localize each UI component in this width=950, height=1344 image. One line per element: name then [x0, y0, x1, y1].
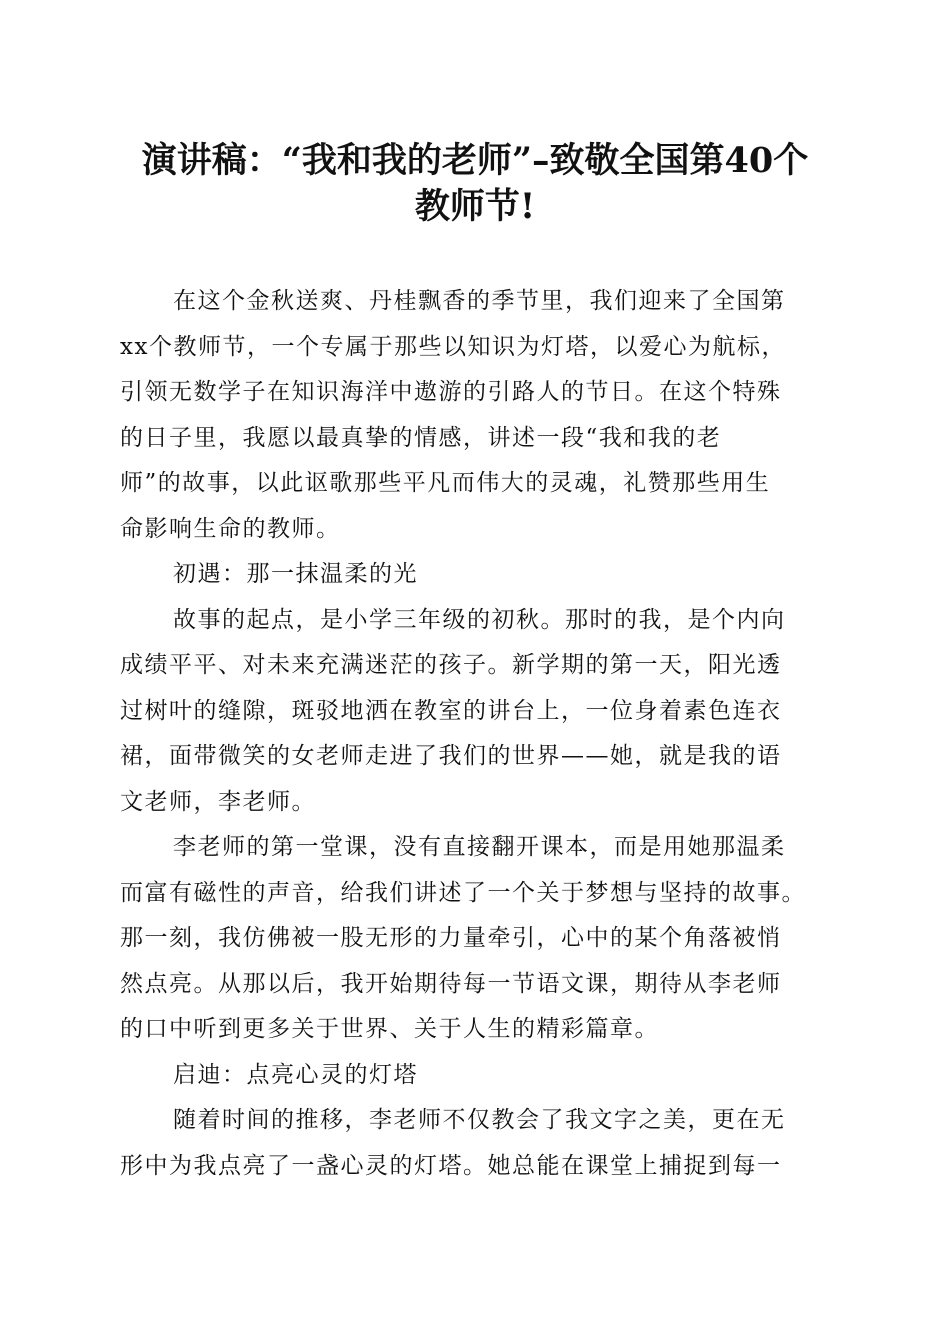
text-line: 随着时间的推移，李老师不仅教会了我文字之美，更在无: [173, 1107, 786, 1133]
text-line: 引领无数学子在知识海洋中遨游的引路人的节日。在这个特殊: [120, 379, 782, 405]
document-title: [100, 138, 850, 230]
text-line: 命影响生命的教师。: [120, 515, 341, 542]
text-line: 而富有磁性的声音，给我们讲述了一个关于梦想与坚持的故事。: [120, 879, 806, 906]
document-body: [120, 279, 840, 1189]
text-line: 成绩平平、对未来充满迷茫的孩子。新学期的第一天，阳光透: [120, 652, 782, 678]
text-line: 然点亮。从那以后，我开始期待每一节语文课，期待从李老师: [120, 970, 782, 997]
text-line: 那一刻，我仿佛被一股无形的力量牵引，心中的某个角落被悄: [120, 925, 782, 951]
text-line: 的口中听到更多关于世界、关于人生的精彩篇章。: [120, 1016, 659, 1042]
text-line: 形中为我点亮了一盏心灵的灯塔。她总能在课堂上捕捉到每一: [120, 1152, 782, 1179]
text-line: 故事的起点，是小学三年级的初秋。那时的我，是个内向: [173, 606, 786, 633]
text-line: 李老师的第一堂课，没有直接翻开课本，而是用她那温柔: [173, 834, 786, 860]
text-line: 过树叶的缝隙，斑驳地洒在教室的讲台上，一位身着素色连衣: [120, 697, 782, 724]
text-line: 启迪：点亮心灵的灯塔: [173, 1061, 418, 1088]
text-line: 的日子里，我愿以最真挚的情感，讲述一段“我和我的老: [120, 424, 722, 451]
title-line-2: 教师节!: [414, 186, 536, 227]
text-line: 初遇：那一抹温柔的光: [173, 561, 418, 587]
text-line: 文老师，李老师。: [120, 788, 316, 815]
text-line: 师”的故事，以此讴歌那些平凡而伟大的灵魂，礼赞那些用生: [120, 470, 771, 496]
text-line: xx个教师节，一个专属于那些以知识为灯塔，以爱心为航标，: [120, 333, 786, 360]
text-line: 裙，面带微笑的女老师走进了我们的世界——她，就是我的语: [120, 743, 782, 769]
text-line: 在这个金秋送爽、丹桂飘香的季节里，我们迎来了全国第: [173, 288, 786, 314]
title-line-1: 演讲稿：“我和我的老师”–致敬全国第40个: [141, 140, 809, 181]
